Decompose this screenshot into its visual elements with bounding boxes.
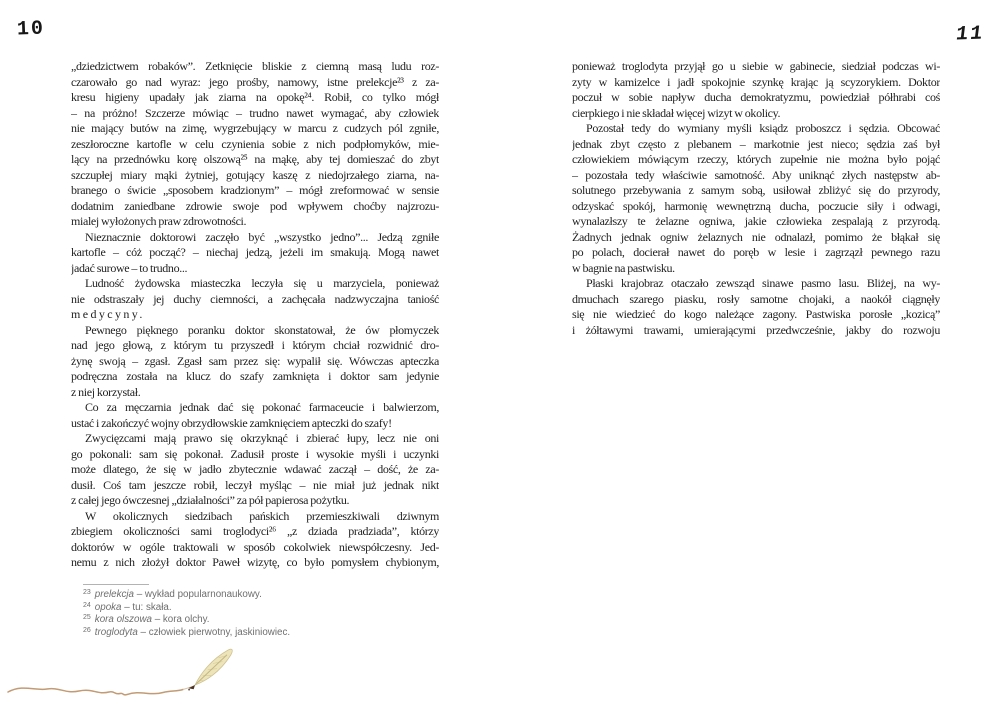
text-line: z niej korzystał. xyxy=(71,384,141,399)
text-line: żynę swoją – zgasł. Zgasł sam przez się: wypalił się. Wówczas apteczka xyxy=(71,353,439,368)
footnotes xyxy=(83,589,423,639)
text-line: kartofle – cóż począć? – niechaj jedzą, jeżeli im smakują. Mogą nawet xyxy=(71,245,439,259)
text-line: odzyskać spokój, harmonię wewnętrzną ducha, poczucie siły i odwagi, xyxy=(572,198,940,213)
text-line: nie mający butów na zimę, wygrzebujący w marcu z cudzych pól zgniłe, xyxy=(71,121,439,135)
text-line: „dziedzictwem robaków”. Zetknięcie bliskie z ciemną masą ludu roz- xyxy=(71,59,439,73)
text-line: po polach, docierał nawet do poręb w lesie i zagrzązł pewnego razu xyxy=(572,245,940,259)
footnote xyxy=(83,602,423,615)
text-line: nad jego głową, z którym tu przyszedł i którym chciał rozwidnić dro- xyxy=(71,338,439,352)
text-line: zeszłoroczne kartofle w celu czynienia sobie z nich podpłomyków, mie- xyxy=(71,136,439,151)
body-text-right xyxy=(572,59,940,338)
text-line: z całej jego ówczesnej „działalności” za pół papierosa pożytku. xyxy=(71,493,350,507)
footnote xyxy=(83,627,423,640)
text-line: szczupłej miary mąki żytniej, gotujący kaszę z niedojrzałego ziarna, na- xyxy=(71,167,439,182)
text-line: ponieważ troglodyta przyjął go u siebie w gabinecie, siedział podczas wi- xyxy=(572,59,940,73)
text-line: wynalazłszy te żelazne ogniwa, jakie człowieka zespalają z przyrodą. xyxy=(572,214,940,228)
text-line: czarowało go nad wyraz: jego prośby, namowy, istne prelekcje²³ z za- xyxy=(71,74,439,89)
text-line: Nieznacznie doktorowi zaczęło być „wszystko jedno”... Jedzą zgniłe xyxy=(85,229,439,244)
text-line: branego o świcie „sposobem kradzionym” – mógł zreformować w sensie xyxy=(71,183,439,197)
text-line: jadać surowe – to trudno... xyxy=(71,260,188,275)
text-line: – pozostała tedy właściwie samotność. Aby uniknąć złych następstw ab- xyxy=(572,167,940,182)
text-line: Zwycięzcami mają prawo się okrzyknąć i zbierać łupy, lecz nie oni xyxy=(85,431,439,445)
footnote-number: 23 xyxy=(83,589,91,596)
text-line: i żółtawymi trawami, umierającymi przedwcześnie, jakby do rozwoju xyxy=(572,322,940,337)
text-line: lący na przednówku korę olszową²⁵ na mąkę, aby tej domieszać do zbyt xyxy=(71,152,439,166)
text-line: kresu higieny upadały jak ziarna na opokę²⁴. Robił, co tylko mógł xyxy=(71,90,439,104)
footnote xyxy=(83,589,423,602)
footnote-number: 24 xyxy=(83,601,91,609)
text-line: cierpkiego i nie składał więcej wizyt w okolicy. xyxy=(572,105,781,120)
text-line: podręczna została na klucz do szafy zamknięta i doktor sam jedynie xyxy=(71,369,439,383)
page-right xyxy=(500,0,1000,721)
quill-pen-illustration xyxy=(5,645,245,710)
text-line: medycyny. xyxy=(71,307,145,321)
text-line: Pewnego pięknego poranku doktor skonstatował, że ów płomyczek xyxy=(85,322,439,337)
text-line: W okolicznych siedzibach pańskich przemieszkiwali dziwnym xyxy=(85,508,439,523)
footnote-definition: – wykład popularnonaukowy. xyxy=(136,589,262,600)
text-line: człowiekiem mówiącym rzeczy, których zupełnie nie można było pojąć xyxy=(572,152,940,166)
text-line: doktorów w ogóle traktowali w sposób cokolwiek niewspółczesny. Jed- xyxy=(71,539,439,554)
footnote-divider xyxy=(83,584,149,585)
text-line: – na próżno! Szczerze mówiąc – trudno nawet wymagać, aby człowiek xyxy=(71,105,439,120)
text-line: się nie wiedzieć do kogo należące zagony. Pastwiska porosłe „kozicą” xyxy=(572,307,940,321)
footnote-number: 25 xyxy=(83,614,91,622)
text-line: Żadnych jednak ogniw żelaznych nie odnalazł, pomimo że błąkał się xyxy=(572,229,940,244)
footnote-number: 26 xyxy=(83,626,91,634)
text-line: dodatnim zaniedbane zdrowie swoje pod wpływem choćby najzrozu- xyxy=(71,198,439,213)
text-line: solutnego przebywania z samym sobą, usiłował zbliżyć się do przyrody, xyxy=(572,183,940,197)
text-line: Ludność żydowska miasteczka leczyła się u marzyciela, ponieważ xyxy=(85,276,439,290)
footnote-term: opoka xyxy=(94,601,125,613)
footnote-definition: – kora olchy. xyxy=(154,614,210,626)
text-line: jednak zbyt często z plebanem – markotnie jest nieco; sędzia zaś był xyxy=(572,136,940,151)
text-line: zbiegiem okoliczności sami troglodyci²⁶ „z dziada pradziada”, którzy xyxy=(71,524,439,538)
text-line: zyty w kamizelce i jadł spokojnie szynkę krając ją scyzorykiem. Doktor xyxy=(572,74,940,89)
text-line: nemu z nich złożył doktor Paweł wizytę, co było pomysłem chybionym, xyxy=(71,555,439,569)
page-number-left: 10 xyxy=(16,17,46,42)
page-number-right: 11 xyxy=(954,22,986,47)
text-line: może dlatego, że się w jadło zbytecznie wdawać zaczął – dość, że za- xyxy=(71,462,439,476)
text-line: Pozostał tedy do wymiany myśli ksiądz proboszcz i sędzia. Obcować xyxy=(586,121,940,135)
text-line: nie odstraszały jej duchy ciemności, a zachęcała nadzwyczajna taniość xyxy=(71,291,439,306)
footnote xyxy=(83,614,423,627)
text-line: mialej wyłożonych praw zdrowotności. xyxy=(71,214,247,228)
text-line: dmuchach szarego piasku, rosły samotne chojaki, a naokół ciągnęły xyxy=(572,291,940,306)
text-line: Co za męczarnia jednak dać się pokonać farmaceucie i balwierzom, xyxy=(85,400,439,414)
text-line: w bagnie na pastwisku. xyxy=(572,260,675,275)
text-line: ustać i zakończyć wojny obrzydłowskie zamknięciem apteczki do szafy! xyxy=(71,415,392,430)
text-line: Płaski krajobraz otaczało zewsząd sinawe pasmo lasu. Bliżej, na wy- xyxy=(586,276,940,290)
footnote-definition: – człowiek pierwotny, jaskiniowiec. xyxy=(140,626,291,638)
text-line: poczuł w sobie napływ ducha demokratyzmu, powiedział półhrabi coś xyxy=(572,90,940,104)
text-line: dusił. Coś tam jeszcze robił, leczył myśląc – nie miał już jednak nikt xyxy=(71,477,439,492)
body-text-left xyxy=(71,59,439,571)
footnote-term: prelekcja xyxy=(94,589,137,600)
footnote-term: troglodyta xyxy=(94,626,141,638)
footnote-definition: – tu: skała. xyxy=(124,601,172,613)
text-line: go pokonali: sam się pokonał. Zadusił proste i wysokie myśli i uczynki xyxy=(71,446,439,461)
footnote-term: kora olszowa xyxy=(94,614,155,626)
